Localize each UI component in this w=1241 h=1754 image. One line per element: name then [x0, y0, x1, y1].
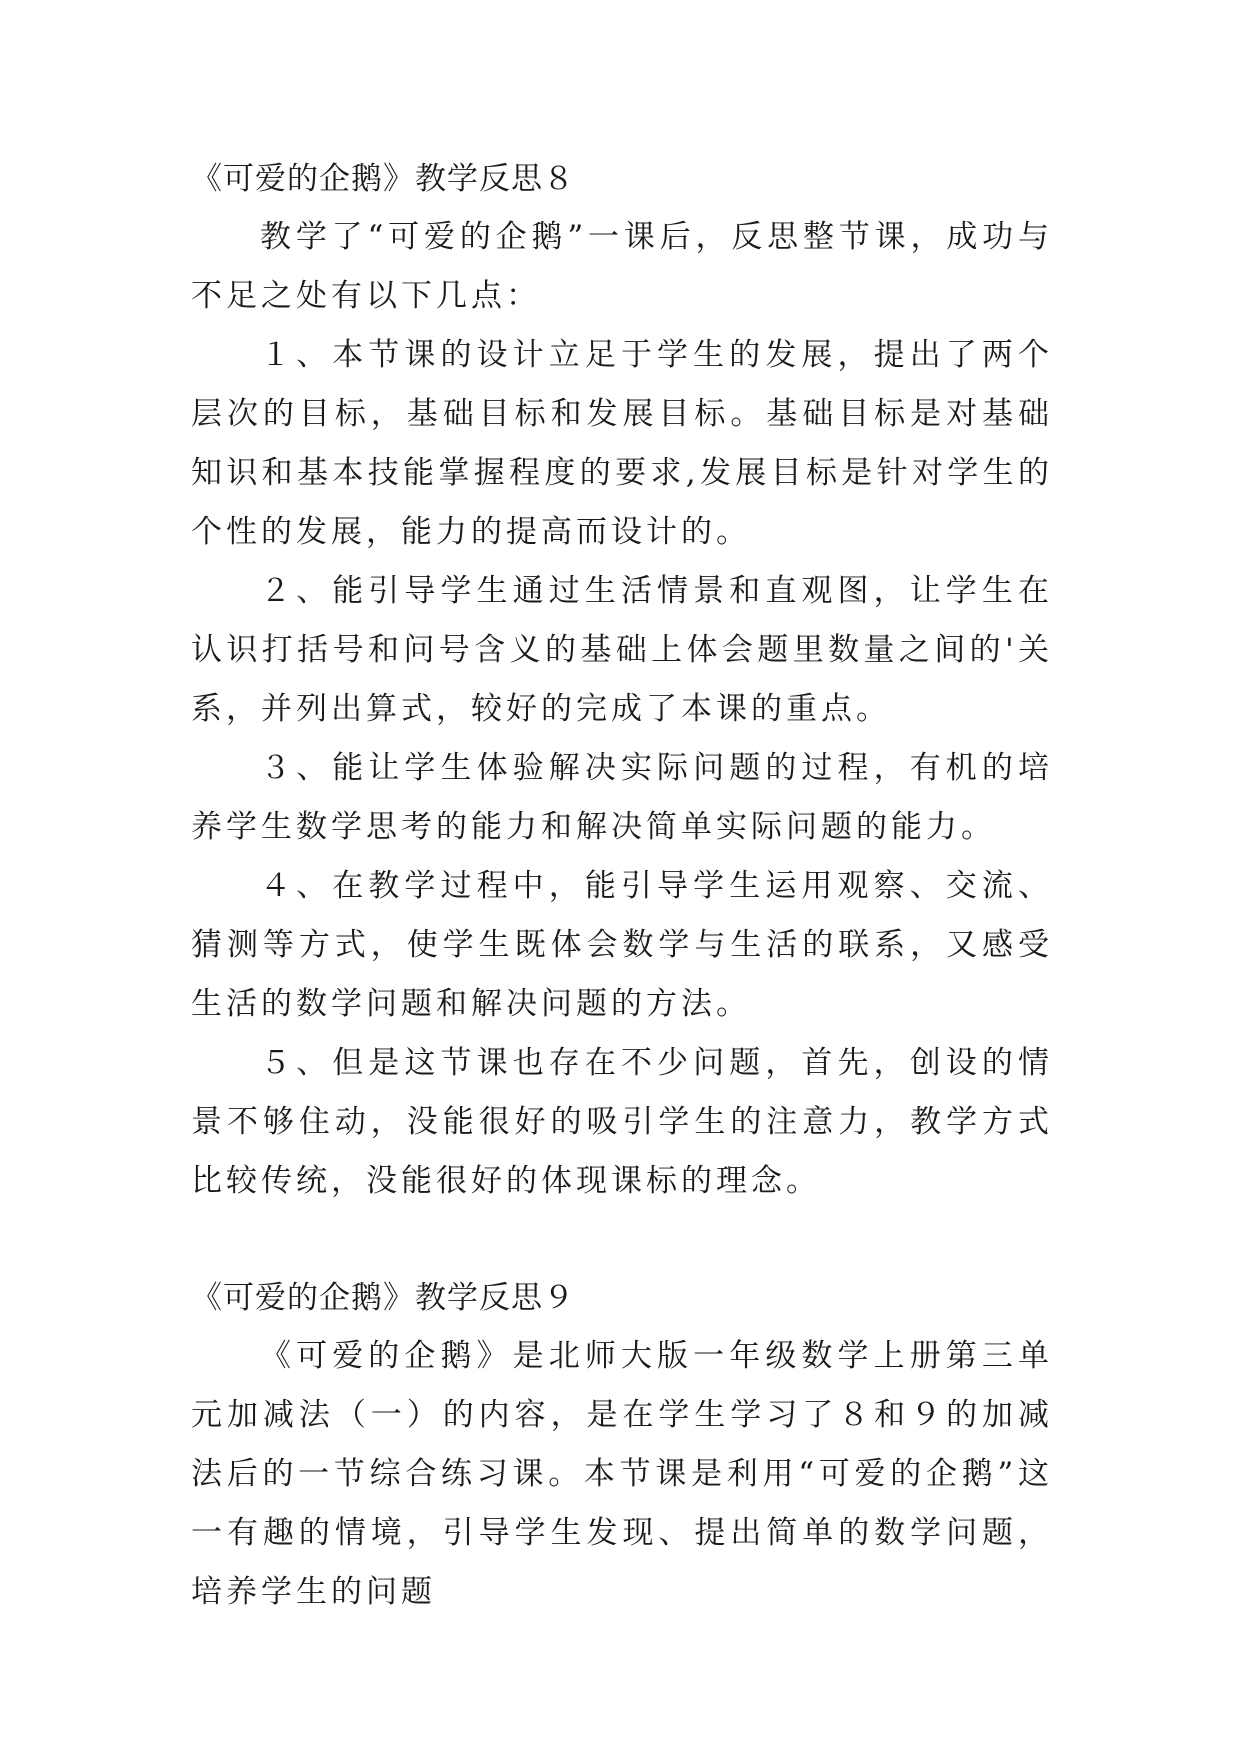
- section-spacer: [191, 1211, 1053, 1269]
- paragraph-point-2: ２、能引导学生通过生活情景和直观图，让学生在认识打括号和问号含义的基础上体会题里数量之间的'关系，并列出算式，较好的完成了本课的重点。: [191, 573, 1053, 727]
- paragraph-point-4: ４、在教学过程中，能引导学生运用观察、交流、猜测等方式，使学生既体会数学与生活的联系，又感受生活的数学问题和解决问题的方法。: [191, 868, 1053, 1022]
- section-title: 《可爱的企鹅》教学反思８: [191, 161, 575, 197]
- paragraph-point-1: １、本节课的设计立足于学生的发展，提出了两个层次的目标，基础目标和发展目标。基础目标是对基础知识和基本技能掌握程度的要求,发展目标是针对学生的个性的发展，能力的提高而设计的。: [191, 337, 1053, 550]
- paragraph-intro: 教学了“可爱的企鹅”一课后，反思整节课，成功与不足之处有以下几点：: [191, 219, 1053, 314]
- section-title: 《可爱的企鹅》教学反思９: [191, 1280, 575, 1316]
- section-reflection-8: [191, 150, 1053, 1211]
- paragraph-point-3: ３、能让学生体验解决实际问题的过程，有机的培养学生数学思考的能力和解决简单实际问题的能力。: [191, 750, 1053, 845]
- section-reflection-9: [191, 1269, 1053, 1622]
- document-page: [191, 150, 1053, 1622]
- paragraph-point-5: ５、但是这节课也存在不少问题，首先，创设的情景不够住动，没能很好的吸引学生的注意力，教学方式比较传统，没能很好的体现课标的理念。: [191, 1045, 1053, 1199]
- paragraph-intro: 《可爱的企鹅》是北师大版一年级数学上册第三单元加减法（一）的内容，是在学生学习了８和９的加减法后的一节综合练习课。本节课是利用“可爱的企鹅”这一有趣的情境，引导学生发现、提出简单的数学问题，培养学生的问题: [191, 1338, 1053, 1610]
